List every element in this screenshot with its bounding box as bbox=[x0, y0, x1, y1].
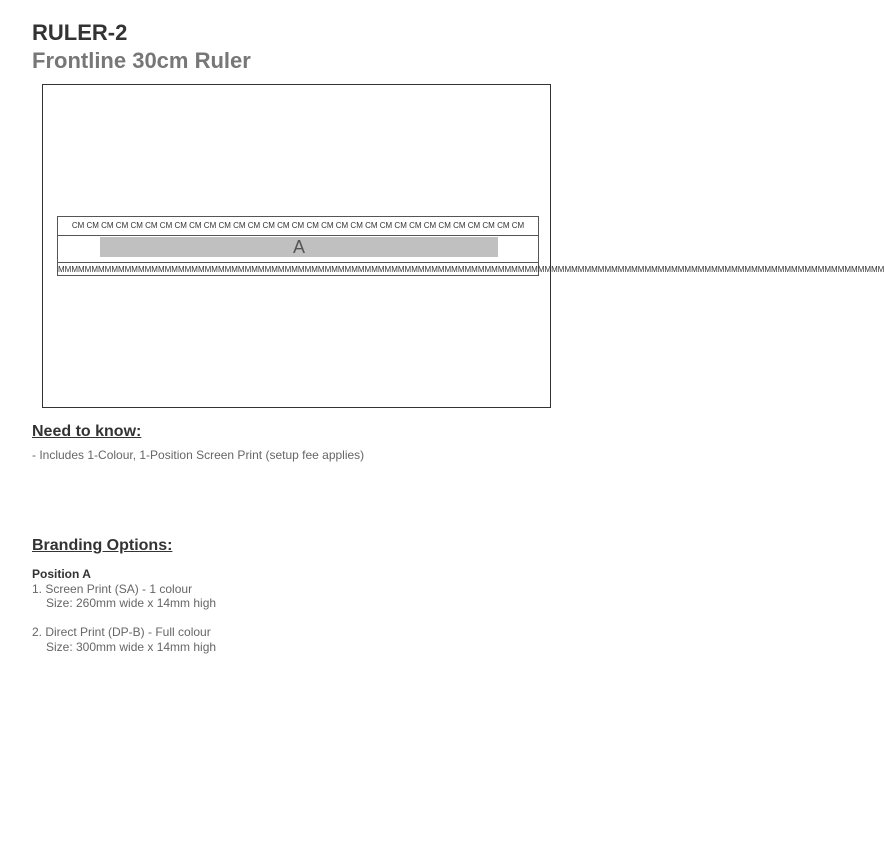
branding-option-screen-print: 1. Screen Print (SA) - 1 colour bbox=[32, 582, 193, 596]
need-to-know-item: - Includes 1-Colour, 1-Position Screen Print (setup fee applies) bbox=[32, 448, 365, 462]
ruler-mm-markings: MMMMMMMMMMMMMMMMMMMMMMMMMMMMMMMMMMMMMMMMMMMMMMMMMMMMMMMMMMMMMMMMMMMMMMMMMMMMMMMMMMMMMMMMMMMMMMMMMMMMMMMMMMMMMMMMMMMMMMMMMMMM bbox=[58, 262, 538, 275]
product-code: RULER-2 bbox=[32, 20, 128, 45]
product-preview-frame bbox=[42, 84, 884, 408]
ruler-illustration bbox=[57, 216, 884, 276]
print-area-a bbox=[100, 237, 498, 257]
need-to-know-title: Need to know: bbox=[32, 423, 142, 440]
branding-option-direct-print: 2. Direct Print (DP-B) - Full colour bbox=[32, 625, 211, 639]
branding-options-title: Branding Options: bbox=[32, 537, 173, 554]
print-area-label: A bbox=[292, 237, 305, 257]
branding-option-screen-print-size: Size: 260mm wide x 14mm high bbox=[46, 596, 217, 610]
ruler-cm-markings: CM CM CM CM CM CM CM CM CM CM CM CM CM CM CM CM CM CM CM CM CM CM CM CM CM CM CM CM CM CM CM bbox=[58, 221, 538, 236]
product-name: Frontline 30cm Ruler bbox=[32, 48, 251, 73]
branding-option-direct-print-size: Size: 300mm wide x 14mm high bbox=[46, 640, 217, 654]
position-a-heading: Position A bbox=[32, 567, 91, 581]
